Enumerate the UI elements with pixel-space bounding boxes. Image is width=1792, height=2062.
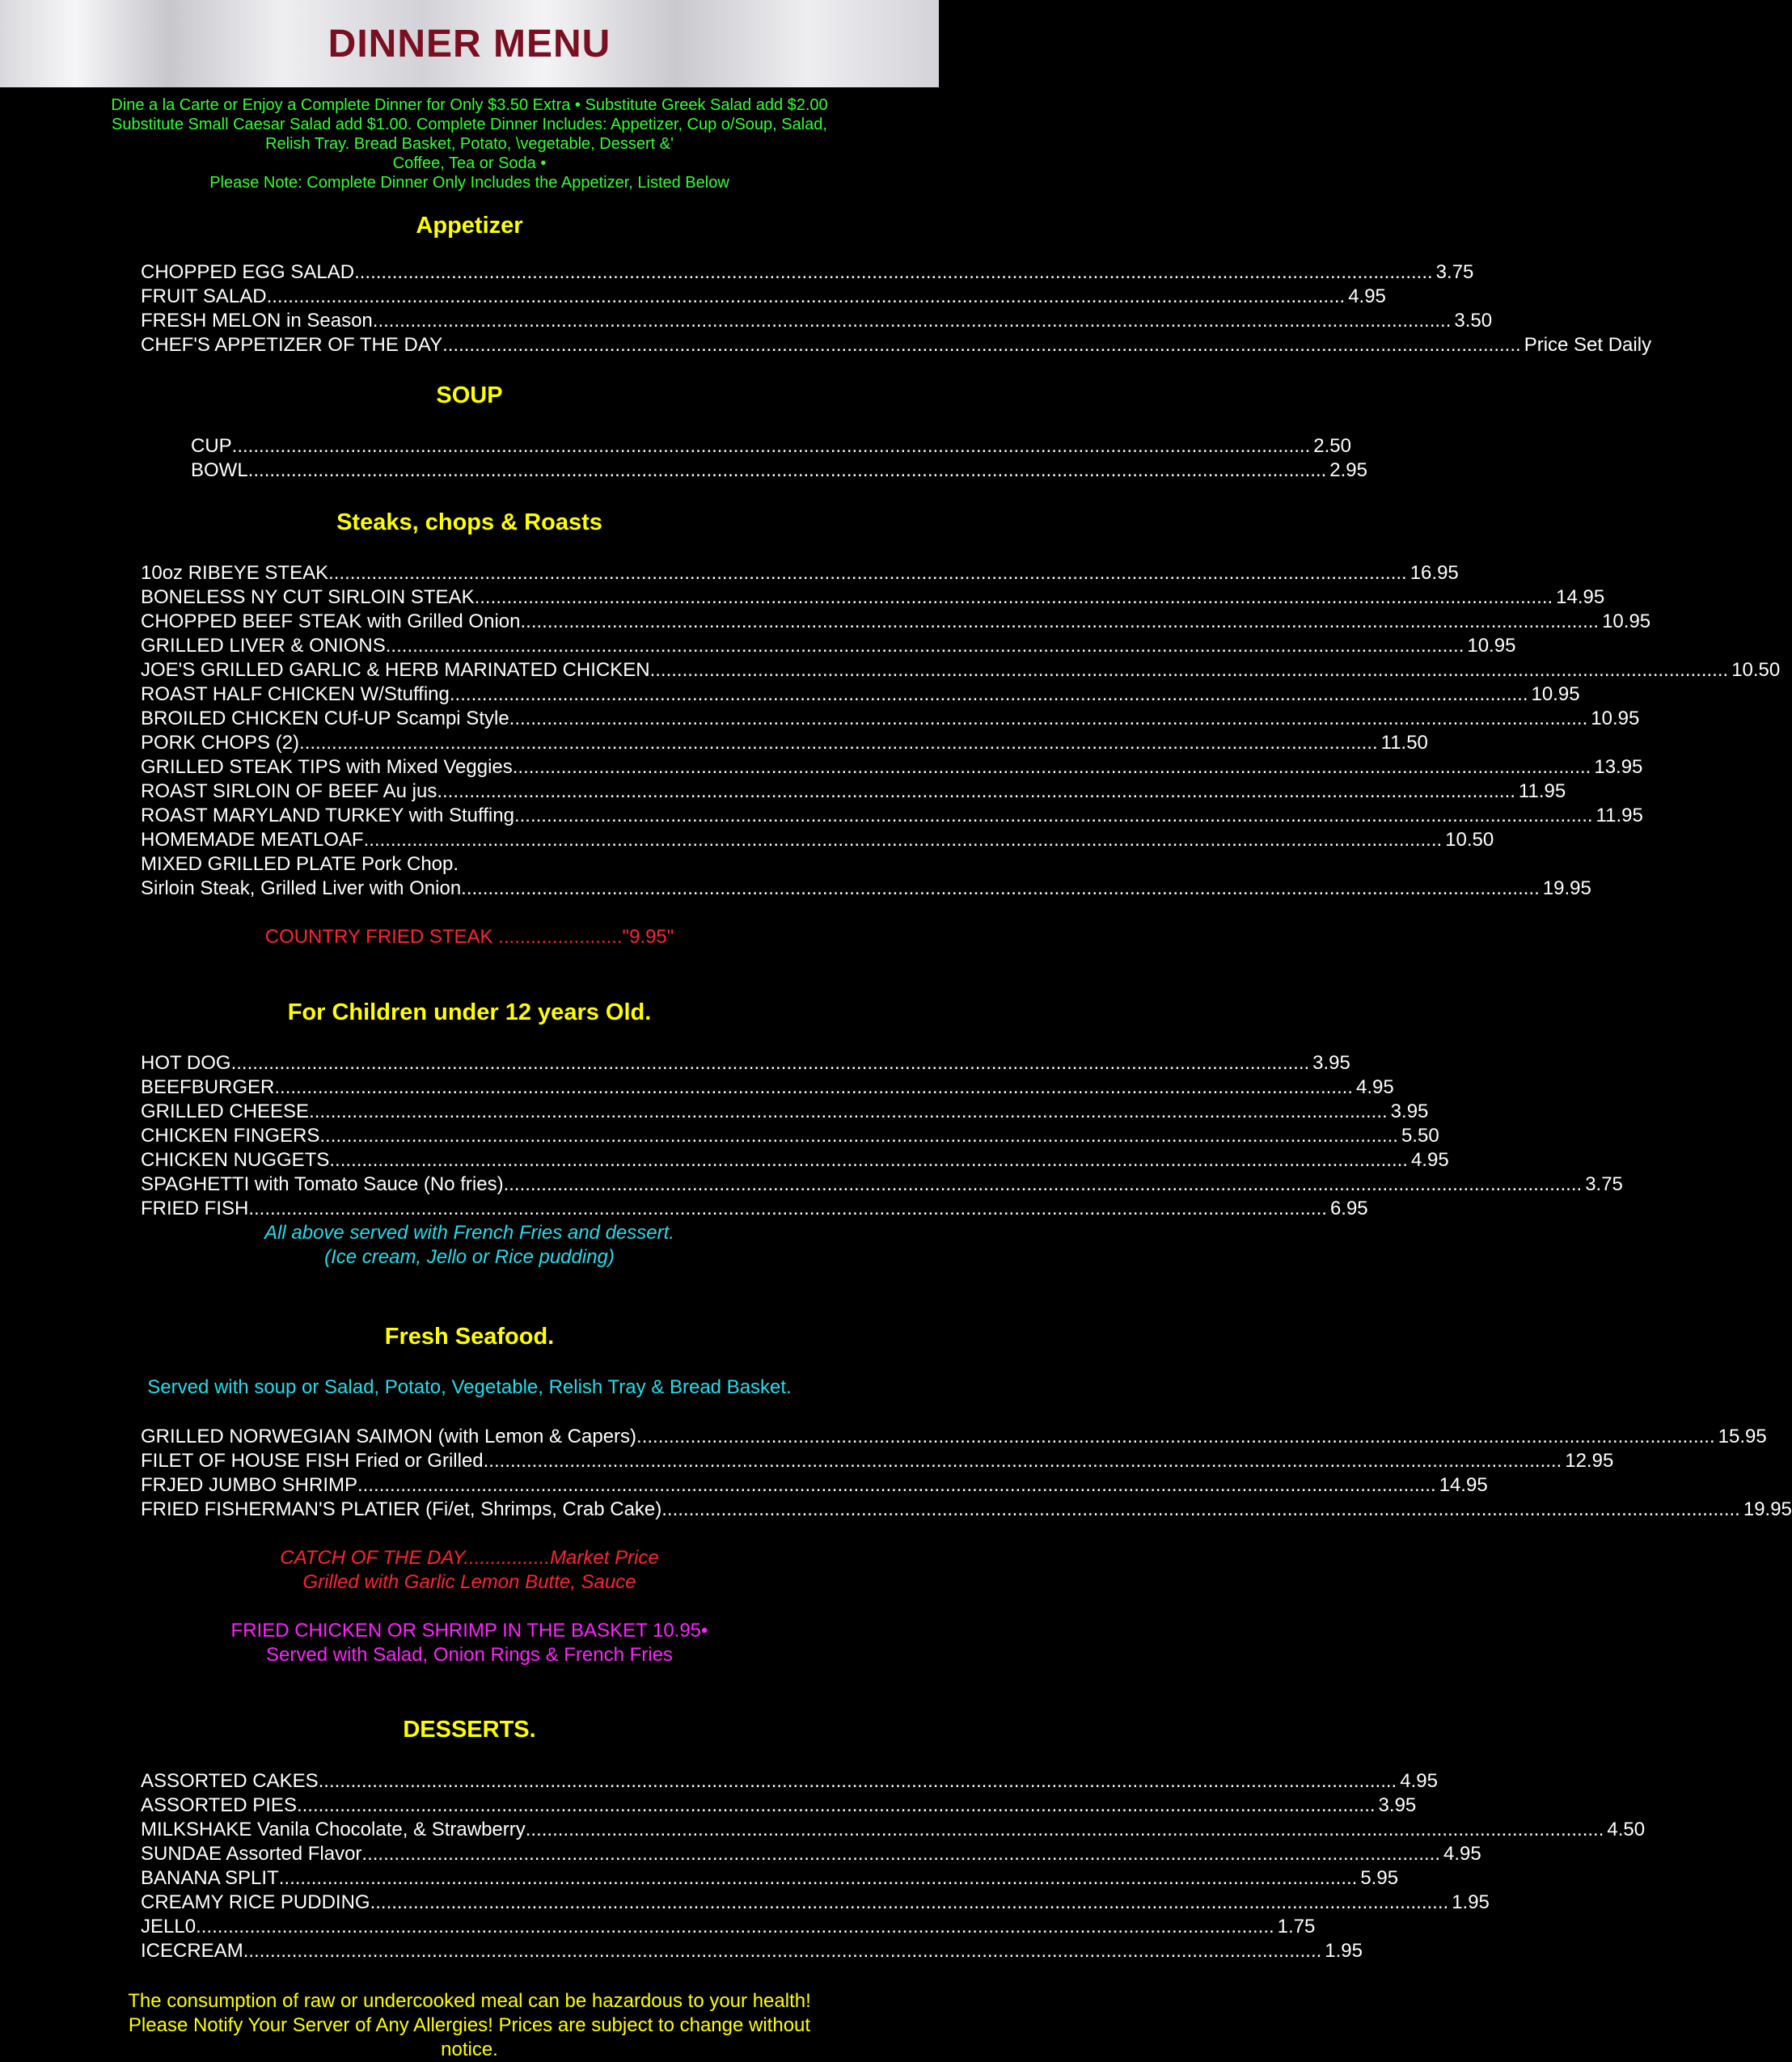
- item-name: GRILLED STEAK TIPS with Mixed Veggies: [141, 756, 513, 778]
- list-item: [141, 1449, 1614, 1473]
- list-item: [141, 1075, 1394, 1100]
- item-price: 5.95: [1360, 1867, 1399, 1889]
- intro-line: Coffee, Tea or Soda •: [392, 154, 547, 172]
- leader-dots: ........................................................................................................................................................................................................: [437, 780, 1515, 802]
- item-name: FRESH MELON in Season: [141, 310, 373, 332]
- item-name: FILET OF HOUSE FISH Fried or Grilled: [141, 1450, 484, 1472]
- item-price: 11.95: [1518, 780, 1566, 802]
- leader-dots: ........................................................................................................................................................................................................: [461, 877, 1540, 899]
- list-item: [141, 1939, 1363, 1963]
- section-title-seafood: Fresh Seafood.: [384, 1324, 555, 1350]
- item-name: FRJED JUMBO SHRIMP: [141, 1474, 358, 1496]
- item-name: ROAST MARYLAND TURKEY with Stuffing: [141, 805, 514, 826]
- section-title-steaks: Steaks, chops & Roasts: [336, 509, 602, 535]
- list-item: [141, 1100, 1429, 1124]
- item-name: CHOPPED BEEF STEAK with Grilled Onion: [141, 611, 521, 632]
- list-item: [141, 780, 1566, 804]
- list-item: [141, 260, 1474, 285]
- item-name: GRILLED CHEESE: [141, 1101, 310, 1122]
- item-name: Sirloin Steak, Grilled Liver with Onion: [141, 877, 462, 899]
- seafood-subtitle: Served with soup or Salad, Potato, Vegetable, Relish Tray & Bread Basket.: [147, 1376, 792, 1398]
- list-item: [141, 1794, 1417, 1818]
- basket-line: Served with Salad, Onion Rings & French Fries: [266, 1644, 673, 1666]
- steaks-list: [141, 561, 1781, 852]
- item-name: FRIED FISH: [141, 1198, 249, 1219]
- leader-dots: ........................................................................................................................................................................................................: [525, 1819, 1604, 1840]
- leader-dots: ........................................................................................................................................................................................................: [266, 285, 1346, 307]
- list-item: [141, 1769, 1438, 1794]
- leader-dots: ........................................................................................................................................................................................................: [503, 1173, 1583, 1195]
- leader-dots: ........................................................................................................................................................................................................: [354, 261, 1433, 283]
- list-item: [141, 877, 1591, 901]
- item-name: SUNDAE Assorted Flavor: [141, 1843, 362, 1865]
- item-price: 14.95: [1556, 586, 1605, 608]
- item-price: 11.95: [1595, 805, 1643, 826]
- list-item: [141, 1498, 1792, 1522]
- intro-text: [90, 95, 850, 192]
- item-price: 10.95: [1591, 708, 1640, 729]
- leader-dots: ........................................................................................................................................................................................................: [319, 1125, 1398, 1147]
- item-name: GRILLED LIVER & ONIONS: [141, 635, 386, 657]
- list-item: [191, 458, 1367, 483]
- catch-line: CATCH OF THE DAY................Market Price: [280, 1547, 659, 1569]
- item-name: CHICKEN NUGGETS: [141, 1149, 330, 1171]
- list-item: [141, 1425, 1767, 1449]
- item-name: ROAST SIRLOIN OF BEEF Au jus: [141, 780, 437, 802]
- desserts-list: [141, 1769, 1646, 1963]
- list-item: [141, 1148, 1449, 1173]
- item-price: 3.75: [1435, 261, 1474, 283]
- leader-dots: ........................................................................................................................................................................................................: [509, 708, 1588, 729]
- item-price: 3.95: [1390, 1101, 1429, 1122]
- list-item: [191, 434, 1351, 458]
- leader-dots: ........................................................................................................................................................................................................: [512, 756, 1591, 778]
- item-name: ROAST HALF CHICKEN W/Stuffing: [141, 683, 450, 705]
- leader-dots: ........................................................................................................................................................................................................: [442, 334, 1521, 356]
- leader-dots: ........................................................................................................................................................................................................: [363, 829, 1443, 851]
- footer-line: Please Notify Your Server of Any Allergies! Prices are subject to change without: [128, 2014, 811, 2036]
- leader-dots: ........................................................................................................................................................................................................: [274, 1076, 1353, 1098]
- item-name: 10oz RIBEYE STEAK: [141, 562, 329, 584]
- list-item: [141, 610, 1651, 634]
- leader-dots: ........................................................................................................................................................................................................: [231, 435, 1311, 457]
- catch-of-the-day: [0, 1546, 939, 1595]
- leader-dots: ........................................................................................................................................................................................................: [248, 1198, 1327, 1219]
- item-name: CHEF'S APPETIZER OF THE DAY: [141, 334, 443, 356]
- list-item: [141, 585, 1605, 610]
- list-item: [141, 1124, 1439, 1148]
- intro-line: Dine a la Carte or Enjoy a Complete Dinner for Only $3.50 Extra • Substitute Greek Salad add $2.00: [111, 96, 828, 114]
- item-name: PORK CHOPS (2): [141, 732, 300, 754]
- item-name: BROILED CHICKEN CUf-UP Scampi Style: [141, 708, 509, 729]
- item-name: FRUIT SALAD: [141, 285, 267, 307]
- item-name: MILKSHAKE Vanila Chocolate, & Strawberry: [141, 1819, 526, 1840]
- item-name: JOE'S GRILLED GARLIC & HERB MARINATED CHICKEN: [141, 659, 650, 681]
- item-price: 10.95: [1602, 611, 1651, 632]
- basket-line: FRIED CHICKEN OR SHRIMP IN THE BASKET 10.95•: [230, 1620, 708, 1642]
- leader-dots: ........................................................................................................................................................................................................: [196, 1916, 1274, 1937]
- item-price: 2.50: [1313, 435, 1351, 457]
- list-item: [141, 1473, 1488, 1498]
- item-price: 11.50: [1380, 732, 1428, 754]
- children-list: [141, 1051, 1623, 1221]
- leader-dots: ........................................................................................................................................................................................................: [318, 1770, 1397, 1792]
- leader-dots: ........................................................................................................................................................................................................: [385, 635, 1464, 657]
- list-item: [141, 682, 1580, 707]
- item-price: 1.95: [1325, 1940, 1363, 1962]
- item-name: CHICKEN FINGERS: [141, 1125, 320, 1147]
- leader-dots: ........................................................................................................................................................................................................: [278, 1867, 1358, 1889]
- item-price: 14.95: [1439, 1474, 1488, 1496]
- item-price: 4.95: [1443, 1843, 1481, 1865]
- item-price: 5.50: [1401, 1125, 1439, 1147]
- children-note: [0, 1221, 939, 1270]
- list-item: [141, 333, 1652, 357]
- item-name: ASSORTED PIES: [141, 1794, 297, 1816]
- section-children: [0, 999, 939, 1026]
- section-title-desserts: DESSERTS.: [403, 1717, 536, 1743]
- list-item: [141, 1197, 1368, 1221]
- catch-line: Grilled with Garlic Lemon Butte, Sauce: [302, 1571, 636, 1593]
- item-price: 3.50: [1454, 310, 1493, 332]
- section-appetizer: [0, 212, 939, 239]
- item-name: CUP: [191, 435, 232, 457]
- list-item: [141, 804, 1643, 828]
- item-price: 19.95: [1542, 877, 1591, 899]
- list-item: [141, 1051, 1350, 1075]
- item-name: BOWL: [191, 459, 248, 481]
- children-note-line: (Ice cream, Jello or Rice pudding): [324, 1246, 615, 1268]
- section-title-appetizer: Appetizer: [416, 213, 523, 239]
- item-name: FRIED FISHERMAN'S PLATIER (Fi/et, Shrimps, Crab Cake): [141, 1498, 662, 1520]
- item-price: 16.95: [1410, 562, 1459, 584]
- item-price: 6.95: [1329, 1198, 1368, 1219]
- item-price: 10.50: [1445, 829, 1494, 851]
- list-item: [141, 1866, 1399, 1891]
- list-item: [141, 634, 1516, 658]
- soup-list: [191, 434, 1367, 483]
- item-price: 2.95: [1329, 459, 1367, 481]
- list-item: [141, 285, 1386, 309]
- children-note-line: All above served with French Fries and dessert.: [264, 1222, 674, 1244]
- leader-dots: ........................................................................................................................................................................................................: [474, 586, 1553, 608]
- item-name: ICECREAM: [141, 1940, 243, 1962]
- intro-line: Substitute Small Caesar Salad add $1.00. Complete Dinner Includes: Appetizer, Cup o/Soup, Salad,: [112, 116, 827, 133]
- list-item: [141, 658, 1781, 682]
- seafood-list: [141, 1425, 1792, 1522]
- item-name: JELL0: [141, 1916, 197, 1937]
- list-item: [141, 1915, 1316, 1939]
- item-price: 13.95: [1594, 756, 1643, 778]
- item-price: 10.50: [1731, 659, 1781, 681]
- leader-dots: ........................................................................................................................................................................................................: [299, 732, 1378, 754]
- item-name: SPAGHETTI with Tomato Sauce (No fries): [141, 1173, 504, 1195]
- section-steaks: [0, 509, 939, 536]
- page-title: DINNER MENU: [328, 22, 611, 65]
- leader-dots: ........................................................................................................................................................................................................: [243, 1940, 1322, 1962]
- footer-line: The consumption of raw or undercooked meal can be hazardous to your health!: [128, 1990, 811, 2012]
- leader-dots: ........................................................................................................................................................................................................: [328, 562, 1407, 584]
- menu-header: [0, 0, 939, 87]
- item-price: 4.95: [1410, 1149, 1449, 1171]
- item-name: CREAMY RICE PUDDING: [141, 1891, 370, 1913]
- item-price: 3.95: [1312, 1052, 1350, 1074]
- leader-dots: ........................................................................................................................................................................................................: [636, 1426, 1715, 1447]
- item-price: 10.95: [1531, 683, 1580, 705]
- item-price: 3.75: [1585, 1173, 1623, 1195]
- section-title-children: For Children under 12 years Old.: [287, 999, 652, 1025]
- leader-dots: ........................................................................................................................................................................................................: [514, 805, 1593, 826]
- footer-notice: [0, 1989, 939, 2062]
- item-price: 15.95: [1718, 1426, 1767, 1447]
- item-name: HOT DOG: [141, 1052, 231, 1074]
- item-name: BEEFBURGER: [141, 1076, 275, 1098]
- list-item: [141, 852, 835, 877]
- footer-line: notice.: [441, 2039, 498, 2060]
- leader-dots: ........................................................................................................................................................................................................: [329, 1149, 1408, 1171]
- item-price: 4.95: [1400, 1770, 1438, 1792]
- leader-dots: ........................................................................................................................................................................................................: [230, 1052, 1310, 1074]
- item-name: BANANA SPLIT: [141, 1867, 279, 1889]
- mixed-grill: [141, 852, 1591, 901]
- leader-dots: ........................................................................................................................................................................................................: [372, 310, 1452, 332]
- appetizer-list: [141, 260, 1652, 357]
- leader-dots: ........................................................................................................................................................................................................: [649, 659, 1729, 681]
- section-desserts: [0, 1716, 939, 1743]
- basket-special: [0, 1619, 939, 1667]
- list-item: [141, 1842, 1481, 1866]
- leader-dots: ........................................................................................................................................................................................................: [520, 611, 1600, 632]
- item-name: HOMEMADE MEATLOAF: [141, 829, 364, 851]
- item-name: GRILLED NORWEGIAN SAIMON (with Lemon & Capers): [141, 1426, 637, 1447]
- leader-dots: ........................................................................................................................................................................................................: [361, 1843, 1441, 1865]
- item-price: 10.95: [1467, 635, 1516, 657]
- section-soup: [0, 382, 939, 409]
- intro-line: Please Note: Complete Dinner Only Includes the Appetizer, Listed Below: [209, 174, 729, 192]
- item-name: MIXED GRILLED PLATE Pork Chop.: [141, 853, 459, 875]
- leader-dots: ........................................................................................................................................................................................................: [247, 459, 1327, 481]
- leader-dots: ........................................................................................................................................................................................................: [483, 1450, 1562, 1472]
- item-price: 1.95: [1452, 1891, 1490, 1913]
- list-item: [141, 309, 1493, 333]
- leader-dots: ........................................................................................................................................................................................................: [357, 1474, 1436, 1496]
- list-item: [141, 731, 1428, 755]
- list-item: [141, 1818, 1646, 1842]
- item-price: 4.95: [1355, 1076, 1394, 1098]
- leader-dots: ........................................................................................................................................................................................................: [296, 1794, 1376, 1816]
- list-item: [141, 561, 1459, 585]
- special-country-fried-steak: COUNTRY FRIED STEAK ......................."9.95": [264, 926, 674, 948]
- leader-dots: ........................................................................................................................................................................................................: [370, 1891, 1449, 1913]
- intro-line: Relish Tray. Bread Basket, Potato, \vegetable, Dessert &': [265, 135, 674, 153]
- item-name: CHOPPED EGG SALAD: [141, 261, 355, 283]
- section-seafood: [0, 1323, 939, 1350]
- item-name: ASSORTED CAKES: [141, 1770, 319, 1792]
- list-item: [141, 828, 1494, 852]
- leader-dots: ........................................................................................................................................................................................................: [449, 683, 1528, 705]
- item-name: BONELESS NY CUT SIRLOIN STEAK: [141, 586, 475, 608]
- item-price: 19.95: [1743, 1498, 1792, 1520]
- list-item: [141, 1173, 1623, 1197]
- item-price: 1.75: [1277, 1916, 1316, 1937]
- list-item: [141, 707, 1640, 731]
- leader-dots: ........................................................................................................................................................................................................: [309, 1101, 1388, 1122]
- item-price: 12.95: [1565, 1450, 1614, 1472]
- item-price: Price Set Daily: [1524, 334, 1652, 356]
- item-price: 4.95: [1348, 285, 1386, 307]
- list-item: [141, 1891, 1490, 1915]
- list-item: [141, 755, 1643, 780]
- item-price: 3.95: [1378, 1794, 1417, 1816]
- leader-dots: ........................................................................................................................................................................................................: [661, 1498, 1740, 1520]
- item-price: 4.50: [1607, 1819, 1646, 1840]
- section-title-soup: SOUP: [436, 382, 503, 408]
